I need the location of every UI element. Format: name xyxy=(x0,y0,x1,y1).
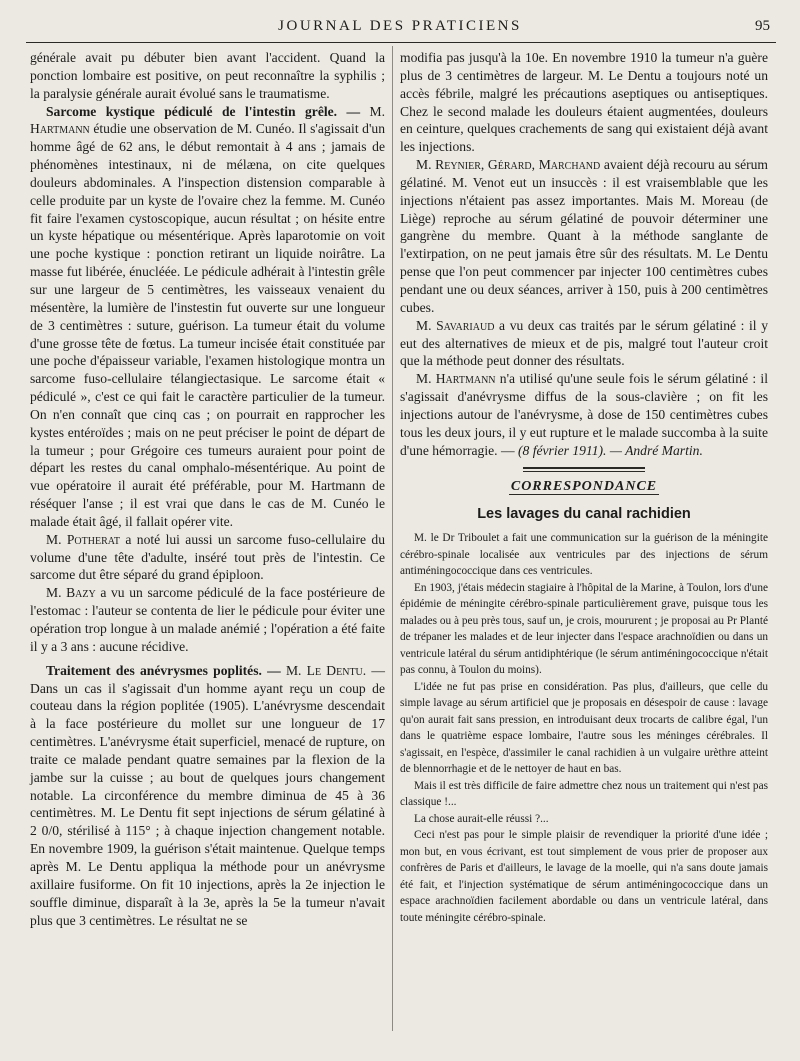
journal-title: JOURNAL DES PRATICIENS xyxy=(278,18,522,34)
paragraph: En 1903, j'étais médecin stagiaire à l'hôpital de la Marine, à Toulon, lors d'une épidémie de méningite cérébro-spinale particulièrement grave, puisque tous les malades ou à peu près tous, sauf un, je crois, moururent ; je proposai au Pr Planté de trépaner les malades et de leur injecter dans l'espace arachnoïdien ou dans un ventricule latéral du sérum antidiphtérique (le sérum antiméningococcique n'était pas connu, à Toulon du moins). xyxy=(400,581,768,677)
paragraph: L'idée ne fut pas prise en considération. Pas plus, d'ailleurs, que celle du simple lavage au sérum artificiel que je proposais en désespoir de cause : lavage qu'on aurait fait sans pression, en introduisant deux trocarts de calibre égal, l'un dans le quatrième espace lombaire, l'autre sous les méninges cérébrales. Il s'agissait, en l'espèce, d'assimiler le canal rachidien à un vulgaire urèthre atteint de blennorrhagie et de le nettoyer de haut en bas. xyxy=(400,680,768,776)
paragraph-text: — Dans un cas il s'agissait d'un homme ayant reçu un coup de couteau dans la région poplitée (1905). L'anévrysme descendait à la face postérieure du mollet sur une longueur de 17 centimètres. L'anévrysme était superficiel, menacé de rupture, on traite ce malade pendant quatre semaines par la flexion de la jambe sur la cuisse ; au bout de quelques jours changement notable. La circonférence du membre diminua de 45 à 36 centimètres. M. Le Dentu fit sept injections de sérum gélatiné à 2 0/0, stérilisé à 115° ; à chaque injection changement notable. En novembre 1909, la guérison s'était maintenue. Quelque temps après M. Le Dentu appliqua la méthode pour un anévrysme axillaire fusiforme. On fit 10 injections, après la 2e injection le souffle diminue, disparaît à la 3e, après la 5e la tumeur n'avait plus que 3 centimètres. Le résultat ne se xyxy=(30,662,385,928)
paragraph xyxy=(30,662,385,930)
page-number: 95 xyxy=(755,18,770,34)
paragraph: La chose aurait-elle réussi ?... xyxy=(414,812,549,825)
author-name: M. Savariaud xyxy=(416,317,495,333)
paragraph xyxy=(30,103,385,531)
paragraph xyxy=(400,317,768,371)
section-heading: Sarcome kystique pédiculé de l'intestin grêle. — xyxy=(46,103,361,119)
paragraph xyxy=(400,370,768,459)
section-rule xyxy=(523,467,645,472)
paragraph-text: avaient déjà recouru au sérum gélatiné. M. Venot eut un insuccès : il est vraisemblable que les injections n'étaient pas assez importantes. Mais M. Moreau (de Liège) reproche au sérum gélatiné de pouvoir déterminer une gangrène du membre. Quant à la méthode sanglante de l'extirpation, on ne peut jamais être sûr des résultats. M. Le Dentu pense que l'on peut commencer par injecter 100 centimètres cubes pendant une ou deux séances, arriver à 150, puis à 200 centimètres cubes. xyxy=(400,157,768,315)
paragraph-text: n'a utilisé qu'une seule fois le sérum gélatiné : il s'agissait d'anévrysme diffus de la sous-clavière ; on fit les injections autour de l'anévrysme, à dose de 150 centimètres cubes tous les deux jours, il y eut rupture et le malade succomba à la suite d'une hémorragie. — xyxy=(400,371,768,458)
paragraph-text: étudie une observation de M. Cunéo. Il s'agissait d'un homme âgé de 62 ans, le début remontait à 4 ans ; jamais de phénomènes intestinaux, ni de mélæna, on cite quelques douleurs abdominales. A l'inspection distension comparable à celle produite par un kyste de l'ovaire chez la femme. M. Cunéo fit faire l'examen cystoscopique, aucun résultat ; on hésite entre un kyste hépatique ou mésentérique. Après laparotomie on voit une poche kystique : ponction retirant un liquide noirâtre. La masse fut libérée, énucléée. Le pédicule adhérait à l'intestin grêle sur une largeur de 5 centimètres, les vaisseaux venaient du mésentère, la lumière de l'instestin fut ouverte sur une longueur de 3 centimètres : suture, guérison. La tumeur était du volume d'une grosse tête de fœtus. La tumeur incisée était constituée par une poche d'épaisseur variable, l'examen histologique montra un sarcome fuso-cellulaire télangiectasique. Le sarcome était « pédiculé », c'est ce qui fait le caractère particulier de la tumeur. On n'en connaît que cinq cas ; on pourrait en rapprocher les kystes entéroïdes ; mais on ne peut préciser le point de départ de la tumeur ; pour Grégoire ces tumeurs auraient pour point de départ les restes du canal omphalo-mésentérique. Au point de vue opératoire il aurait été préférable, pour M. Hartmann de réséquer l'anse ; il est vrai que dans le cas de M. Cunéo le malade était âgé, il fallait opérer vite. xyxy=(30,121,385,529)
paragraph: M. le Dr Triboulet a fait une communication sur la guérison de la méningite cérébro-spinale localisée aux ventricules par des injections de sérum antiméningococcique dans ces ventricules. xyxy=(400,532,768,578)
paragraph-text: a vu un sarcome pédiculé de la face postérieure de l'estomac : l'auteur se contenta de lier le pédicule pour éviter une opération trop longue à un malade anémié ; l'opération a été faite il y a 3 ans : aucune récidive. xyxy=(30,585,385,654)
paragraph: modifia pas jusqu'à la 10e. En novembre 1910 la tumeur n'a guère plus de 3 centimètres de largeur. M. Le Dentu a toujours noté un accès fébrile, malgré les précautions aseptiques ou antiseptiques. Chez le second malade les douleurs étaient augmentées, douleurs en ceinture, quelques crachements de sang qui existaient déjà avant les injections. xyxy=(400,50,768,155)
paragraph: Ceci n'est pas pour le simple plaisir de revendiquer la priorité d'une idée ; mon but, en vous écrivant, est tout simplement de vous prier de proposer aux confrères de Paris et d'ailleurs, le lavage de la moelle, qui n'a sans doute jamais été fait, et l'injection systématique de sérum antiméningococcique dans un espace arachnoïdien facilement abordable ou dans un ventricule latéral, dans toute méningite cérébro-spinale. xyxy=(400,829,768,924)
paragraph-text: a vu deux cas traités par le sérum gélatiné : il y eut des alternatives de mieux et de pis, malgré tout l'auteur croit que la méthode peut donner des résultats. xyxy=(400,317,768,369)
author-name: M. Reynier, Gérard, Marchand xyxy=(416,157,601,173)
section-heading: Traitement des anévrysmes poplités. — xyxy=(46,662,281,678)
section-title xyxy=(400,478,768,496)
right-column xyxy=(400,49,768,926)
article-body xyxy=(400,530,768,926)
paragraph-text: a noté lui aussi un sarcome fuso-cellulaire du volume d'une tête d'adulte, inséré tout près de l'intestin. Ce sarcome dut être séparé du grand épiploon. xyxy=(30,531,385,583)
column-divider xyxy=(392,46,393,1031)
author-name: M. Le Dentu. xyxy=(285,662,367,678)
paragraph xyxy=(400,156,768,317)
paragraph: générale avait pu débuter bien avant l'accident. Quand la ponction lombaire est positive, on peut reconnaître la syphilis ; la paralysie générale aurait évolué sans le traumatisme. xyxy=(30,50,385,101)
author-name: M. Potherat xyxy=(46,531,120,547)
header-rule xyxy=(26,42,776,43)
section-title-text: CORRESPONDANCE xyxy=(510,479,658,495)
running-header xyxy=(30,18,770,40)
author-name: M. Hartmann xyxy=(416,371,496,387)
author-name: M. Bazy xyxy=(46,585,96,601)
paragraph: Mais il est très difficile de faire admettre chez nous un traitement qui n'est pas classique !... xyxy=(400,779,768,809)
author-name: M. Hartmann xyxy=(30,103,386,137)
article-title: Les lavages du canal rachidien xyxy=(477,506,691,523)
paragraph xyxy=(30,584,385,655)
paragraph xyxy=(30,531,385,585)
signature-date: (8 février 1911). — André Martin. xyxy=(517,442,703,458)
left-column xyxy=(30,49,385,929)
